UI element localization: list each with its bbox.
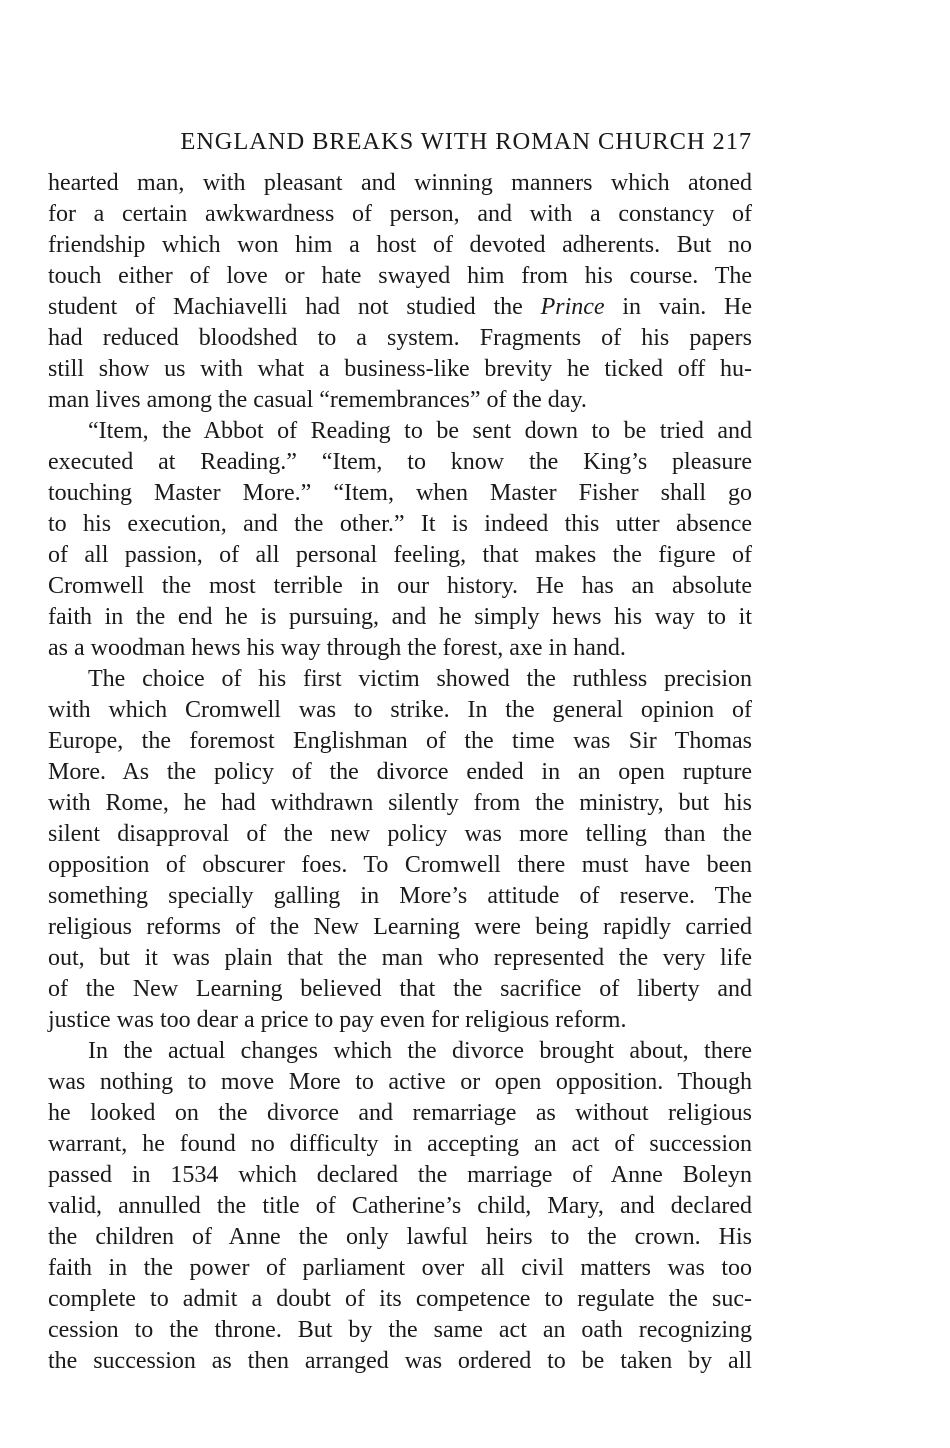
text-line: More. As the policy of the divorce ended in an open rupture	[48, 759, 752, 785]
text-line: executed at Reading.” “Item, to know the King’s pleasure	[48, 449, 752, 475]
text-line: out, but it was plain that the man who represented the very life	[48, 945, 752, 971]
text-line: The choice of his first victim showed the ruthless precision	[88, 666, 752, 692]
text-line: opposition of obscurer foes. To Cromwell there must have been	[48, 852, 752, 878]
paragraph	[48, 168, 752, 416]
running-head	[48, 124, 752, 160]
text-line: he looked on the divorce and remarriage as without religious	[48, 1100, 752, 1126]
text-line: to his execution, and the other.” It is indeed this utter absence	[48, 511, 752, 537]
text-line: with which Cromwell was to strike. In the general opinion of	[48, 697, 752, 723]
text-line: touching Master More.” “Item, when Master Fisher shall go	[48, 480, 752, 506]
text-line: as a woodman hews his way through the forest, axe in hand.	[48, 635, 626, 661]
paragraph	[48, 664, 752, 1036]
text-line: faith in the power of parliament over all civil matters was too	[48, 1255, 752, 1281]
text-line: complete to admit a doubt of its competence to regulate the suc-	[48, 1286, 752, 1312]
book-page	[48, 124, 752, 1377]
italic-title: Prince	[540, 294, 605, 320]
text-line: student of Machiavelli had not studied the Prince in vain. He	[48, 294, 752, 320]
text-line: faith in the end he is pursuing, and he simply hews his way to it	[48, 604, 752, 630]
page-number: 217	[712, 128, 752, 155]
text-line: In the actual changes which the divorce brought about, there	[88, 1038, 752, 1064]
text-line: still show us with what a business-like brevity he ticked off hu-	[48, 356, 752, 382]
text-line: the succession as then arranged was ordered to be taken by all	[48, 1348, 752, 1374]
text-line: was nothing to move More to active or open opposition. Though	[48, 1069, 752, 1095]
text-line: touch either of love or hate swayed him from his course. The	[48, 263, 752, 289]
paragraph	[48, 416, 752, 664]
text-line: religious reforms of the New Learning were being rapidly carried	[48, 914, 752, 940]
text-line: justice was too dear a price to pay even for religious reform.	[48, 1007, 627, 1033]
running-head-title: ENGLAND BREAKS WITH ROMAN CHURCH	[180, 128, 706, 155]
text-line: for a certain awkwardness of person, and with a constancy of	[48, 201, 752, 227]
text-line: hearted man, with pleasant and winning manners which atoned	[48, 170, 752, 196]
text-line: had reduced bloodshed to a system. Fragments of his papers	[48, 325, 752, 351]
text-line: passed in 1534 which declared the marriage of Anne Boleyn	[48, 1162, 752, 1188]
text-line: cession to the throne. But by the same act an oath recognizing	[48, 1317, 752, 1343]
text-line: warrant, he found no difficulty in accepting an act of succession	[48, 1131, 752, 1157]
text-line: of the New Learning believed that the sacrifice of liberty and	[48, 976, 752, 1002]
text-line: “Item, the Abbot of Reading to be sent down to be tried and	[88, 418, 752, 444]
text-line: of all passion, of all personal feeling, that makes the figure of	[48, 542, 752, 568]
paragraph	[48, 1036, 752, 1377]
text-line: something specially galling in More’s attitude of reserve. The	[48, 883, 752, 909]
text-line: friendship which won him a host of devoted adherents. But no	[48, 232, 752, 258]
text-line: man lives among the casual “remembrances” of the day.	[48, 387, 587, 413]
text-line: valid, annulled the title of Catherine’s child, Mary, and declared	[48, 1193, 752, 1219]
text-line: with Rome, he had withdrawn silently from the ministry, but his	[48, 790, 752, 816]
text-line: the children of Anne the only lawful heirs to the crown. His	[48, 1224, 752, 1250]
text-line: silent disapproval of the new policy was more telling than the	[48, 821, 752, 847]
text-line: Cromwell the most terrible in our history. He has an absolute	[48, 573, 752, 599]
text-line: Europe, the foremost Englishman of the time was Sir Thomas	[48, 728, 752, 754]
body-text	[48, 168, 752, 1377]
